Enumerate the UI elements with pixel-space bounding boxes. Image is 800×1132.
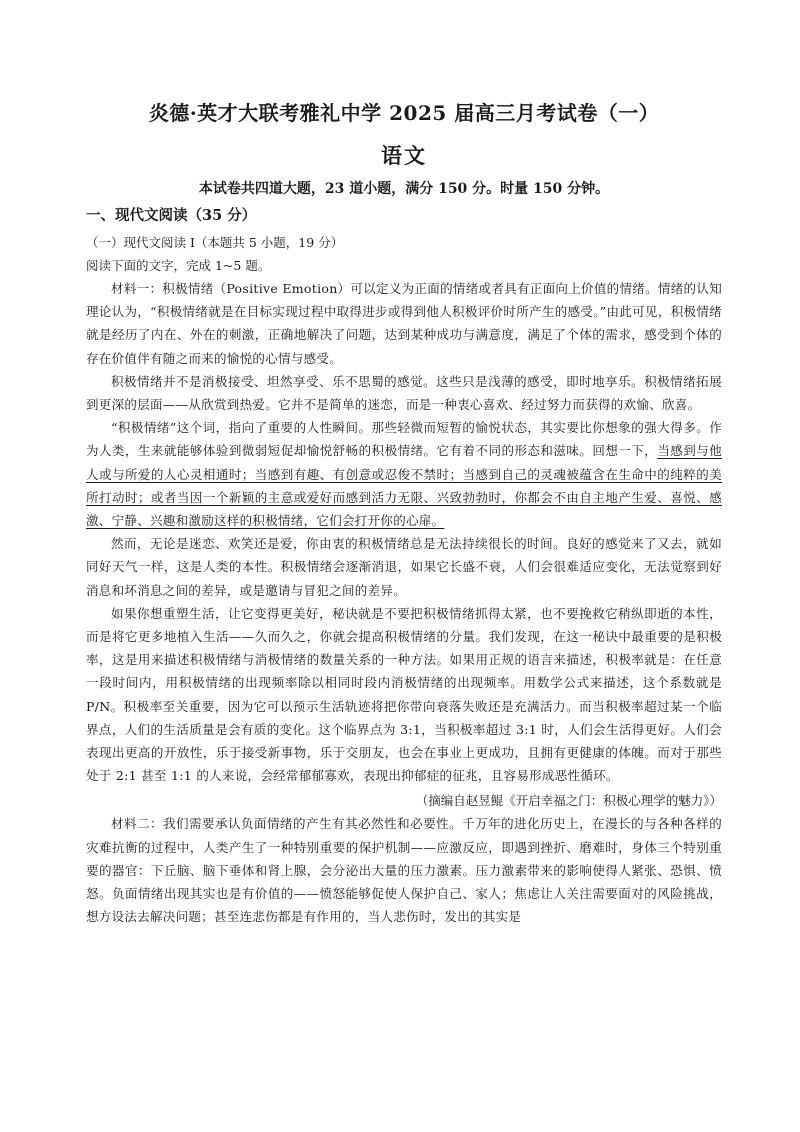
material1-paragraph-1: 材料一：积极情绪（Positive Emotion）可以定义为正面的情绪或者具有正面向上价值的情绪。情绪的认知理论认为，“积极情绪就是在目标实现过程中取得进步或得到他人积极评价时所产生的感受。”由此可见，积极情绪就是经历了内在、外在的刺激，正确地解决了问题，达到某种成功与满意度，满足了个体的需求，感受到个体的存在价值伴有随之而来的愉悦的心情与感受。 bbox=[86, 281, 722, 366]
material1-source: （摘编自赵昱鲲《开启幸福之门：积极心理学的魅力》） bbox=[415, 793, 722, 809]
paragraph-3-text: “积极情绪”这个词，指向了重要的人性瞬间。那些轻微而短暂的愉悦状态，其实要比你想象的强大得多。作为人类，生来就能够体验到微弱短促却愉悦舒畅的积极情绪。它有着不同的形态和滋味。回想一下， bbox=[86, 420, 722, 459]
exam-instructions: 本试卷共四道大题，23 道小题，满分 150 分。时量 150 分钟。 bbox=[198, 181, 610, 197]
subsection-heading: （一）现代文阅读 I（本题共 5 小题，19 分） bbox=[86, 235, 344, 250]
section-heading: 一、现代文阅读（35 分） bbox=[86, 207, 257, 224]
exam-title: 炎德·英才大联考雅礼中学 2025 届高三月考试卷（一） bbox=[148, 101, 660, 125]
material1-paragraph-2: 积极情绪并不是消极接受、坦然享受、乐不思蜀的感觉。这些只是浅薄的感受，即时地享乐。积极情绪拓展到更深的层面——从欣赏到热爱。它并不是简单的迷恋，而是一种衷心喜欢、经过努力而获得的欢愉、欣喜。 bbox=[86, 373, 722, 413]
subject-title: 语文 bbox=[381, 143, 427, 168]
underlined-passage: 当感到与他人或与所爱的人心灵相通时；当感到有趣、有创意或忍俊不禁时；当感到自己的灵魂被蕴含在生命中的纯粹的美所打动时；或者当因一个新颖的主意或爱好而感到活力无限、兴致勃勃时，你都会不由自主地产生爱、喜悦、感激、宁静、兴趣和激励这样的积极情绪，它们会打开你的心扉。 bbox=[86, 443, 722, 529]
material1-paragraph-3 bbox=[86, 416, 722, 532]
reading-task: 阅读下面的文字，完成 1~5 题。 bbox=[86, 258, 271, 273]
material2-paragraph-1: 材料二：我们需要承认负面情绪的产生有其必然性和必要性。千万年的进化历史上，在漫长的与各种各样的灾难抗衡的过程中，人类产生了一种特别重要的保护机制——应激反应，即遇到挫折、磨难时，身体三个特别重要的器官：下丘脑、脑下垂体和肾上腺，会分泌出大量的压力激素。压力激素带来的影响使得人紧张、恐惧、愤怒。负面情绪出现其实也是有价值的——愤怒能够促使人保护自己、家人；焦虑让人关注需要面对的风险挑战，想方设法去解决问题；甚至连悲伤都是有作用的，当人悲伤时，发出的其实是 bbox=[86, 816, 722, 925]
material1-paragraph-4: 然而，无论是迷恋、欢笑还是爱，你由衷的积极情绪总是无法持续很长的时间。良好的感觉来了又去，就如同好天气一样，这是人类的本性。积极情绪会逐渐消退，如果它长盛不衰，人们会很难适应变化，无法觉察到好消息和坏消息之间的差异，或是邀请与冒犯之间的差异。 bbox=[86, 536, 722, 598]
material1-paragraph-5: 如果你想重塑生活，让它变得更美好，秘诀就是不要把积极情绪抓得太紧，也不要挽救它稍纵即逝的本性，而是将它更多地植入生活——久而久之，你就会提高积极情绪的分量。我们发现，在这一秘诀中最重要的是积极率，这是用来描述积极情绪与消极情绪的数量关系的一种方法。如果用正规的语言来描述，积极率就是：在任意一段时间内，用积极情绪的出现频率除以相同时段内消极情绪的出现频率。用数学公式来描述，这个系数就是 P/N。积极率至关重要，因为它可以预示生活轨迹将把你带向衰落失败还是充满活力。而当积极率超过某一个临界点，人们的生活质量是会有质的变化。这个临界点为 3:1，当积极率超过 3:1 时，人们会生活得更好。人们会表现出更高的开放性，乐于接受新事物，乐于交朋友，也会在事业上更成功，且拥有更健康的体魄。而对于那些处于 2:1 甚至 1:1 的人来说，会经常郁郁寡欢，表现出抑郁症的征兆，且容易形成恶性循环。 bbox=[86, 605, 722, 784]
